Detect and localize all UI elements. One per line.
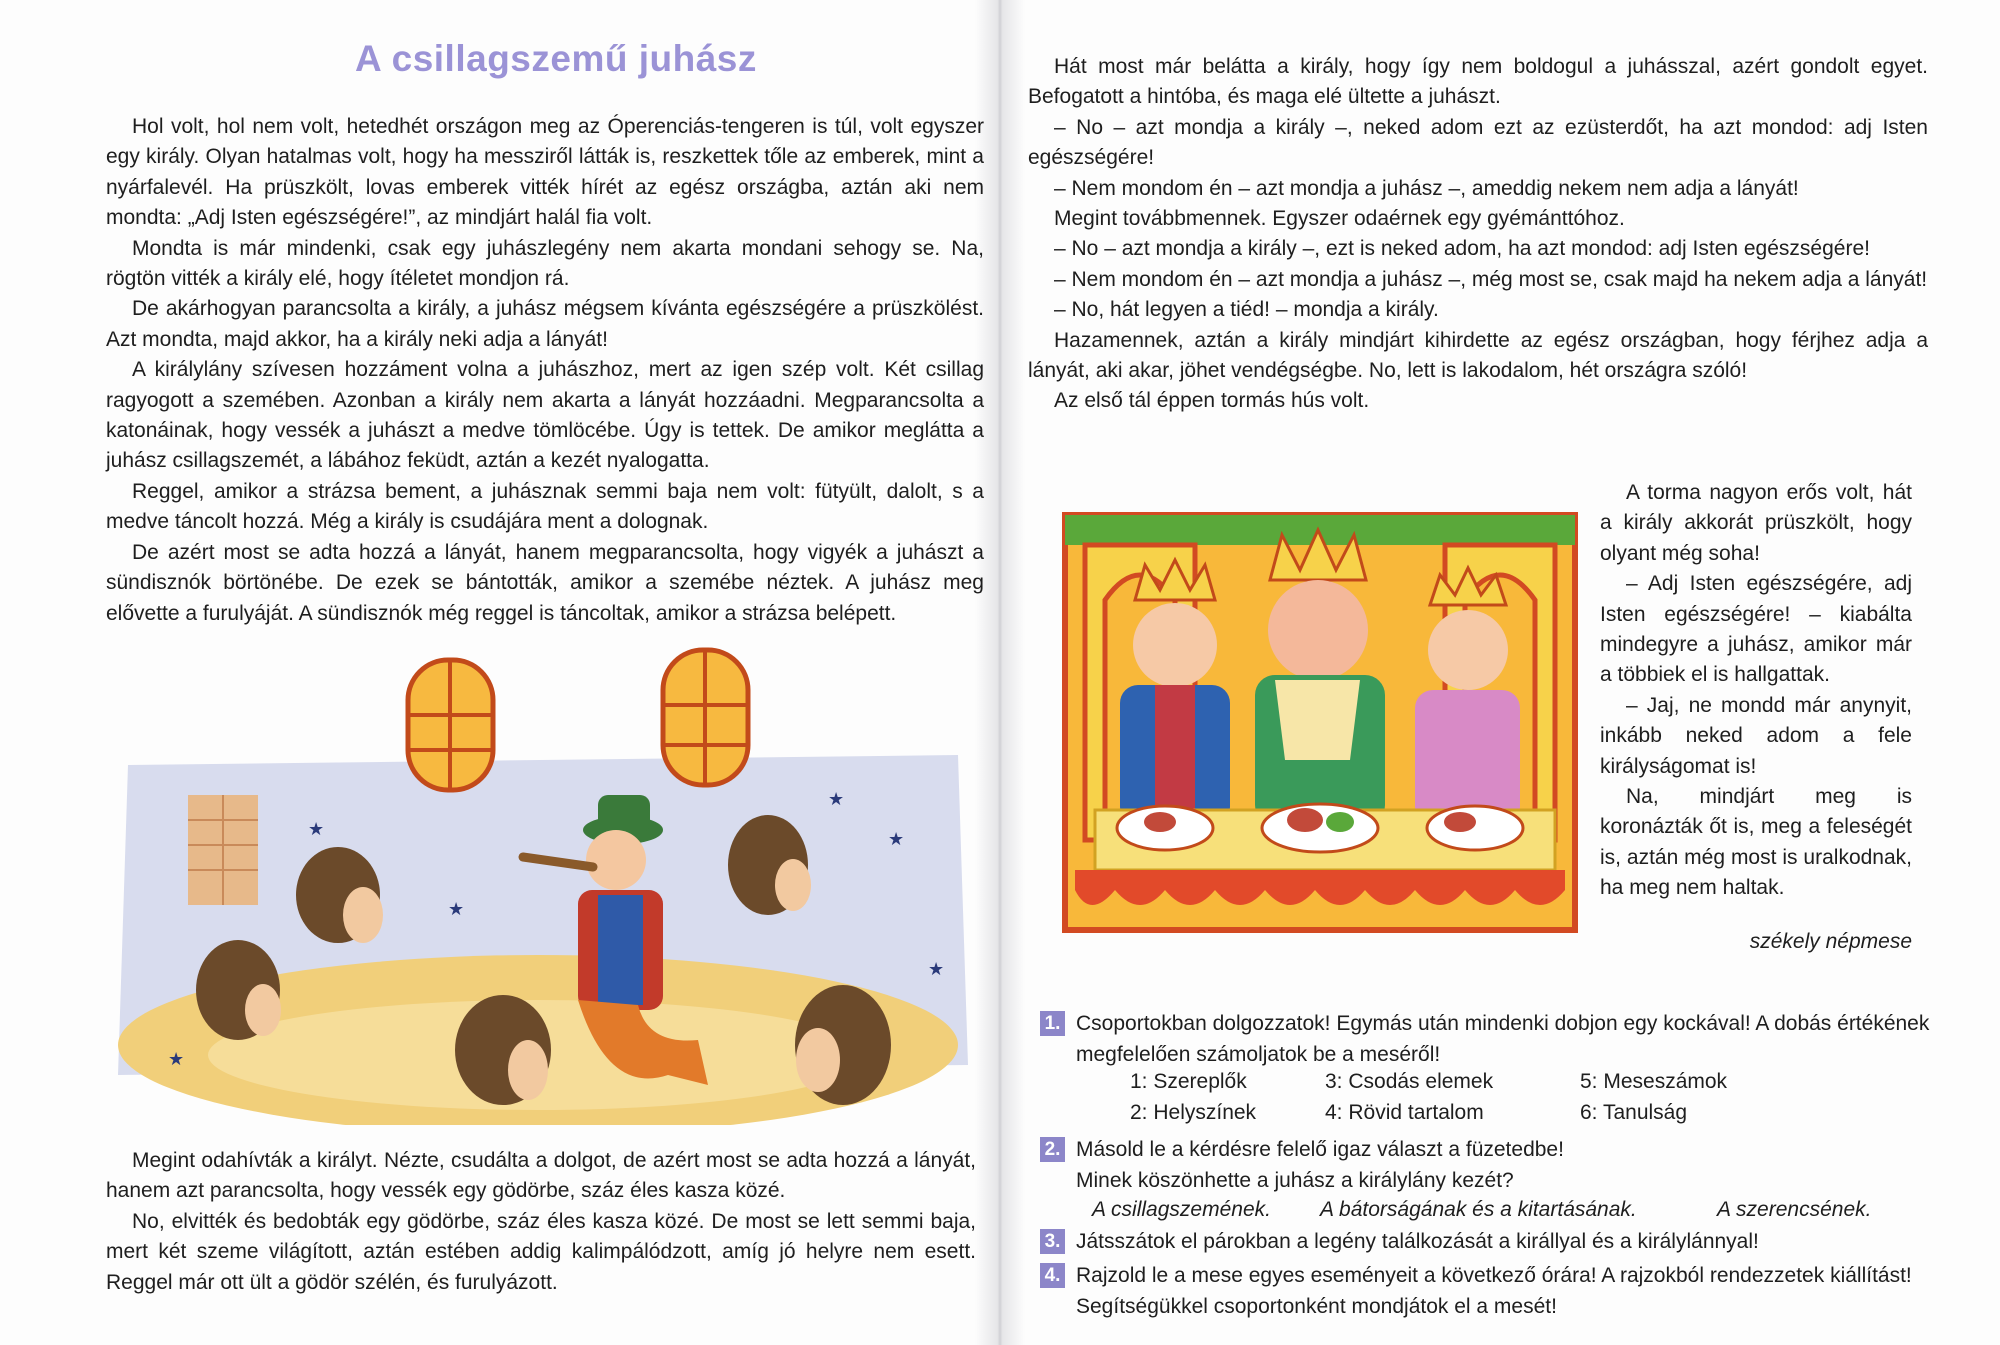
svg-text:★: ★ (828, 789, 845, 810)
topic-item: 1: Szereplők (1130, 1070, 1247, 1093)
paragraph: Hazamennek, aztán a király mindjárt kihirdette az egész országban, hogy férjhez adja a lányát, aki akar, jöhet vendégségbe. No, lett is lakodalom, hét országra szóló! (1028, 328, 1928, 383)
story-text-left-bottom (106, 1146, 976, 1298)
topic-item: 2: Helyszínek (1130, 1101, 1257, 1124)
paragraph: De azért most se adta hozzá a lányát, hanem megparancsolta, hogy vigyék a juhászt a sündisznók börtönébe. De ezek se bántották, amikor a szemébe néztek. A juhász meg elővette a furulyáját. A sündisznók még reggel is táncoltak, amikor a strázsa belépett. (106, 540, 984, 625)
paragraph: – No – azt mondja a király –, ezt is neked adom, ha azt mondod: adj Isten egészségére! (1054, 237, 1870, 261)
topic-item: 6: Tanulság (1580, 1101, 1688, 1124)
barred-window-icon (408, 660, 493, 790)
paragraph: – No – azt mondja a király –, neked adom ezt az ezüsterdőt, ha azt mondod: adj Isten egészségére! (1028, 115, 1928, 170)
task-4 (1040, 1260, 1960, 1322)
page-title: A csillagszemű juhász (355, 38, 757, 79)
topic-item: 5: Meseszámok (1580, 1070, 1728, 1093)
story-text-right-top (1028, 52, 1928, 417)
king-face (1268, 580, 1368, 680)
task-2 (1040, 1134, 1960, 1221)
crown-icon (1135, 560, 1215, 600)
paragraph: – Nem mondom én – azt mondja a juhász –, még most se, csak majd ha nekem adja a lányát! (1054, 267, 1928, 291)
svg-text:★: ★ (168, 1049, 185, 1070)
svg-text:★: ★ (928, 959, 945, 980)
task-3 (1040, 1226, 1960, 1257)
topic-item: 4: Rövid tartalom (1325, 1101, 1484, 1124)
paragraph: De akárhogyan parancsolta a király, a juhász mégsem kívánta egészségére a prüszkölést. Azt mondta, majd akkor, ha a király neki adja a lányát! (106, 297, 984, 351)
dice-topics (1130, 1066, 1830, 1128)
task-number-badge: 4. (1040, 1263, 1065, 1288)
task-number-badge: 1. (1040, 1011, 1065, 1036)
prince-face (1133, 603, 1217, 687)
svg-text:★: ★ (888, 829, 905, 850)
paragraph: Az első tál éppen tormás hús volt. (1054, 389, 1370, 413)
princess-face (1428, 610, 1508, 690)
answer-option: A csillagszemének. (1092, 1198, 1271, 1221)
story-source: székely népmese (1749, 930, 1912, 953)
royal-feast-illustration (1060, 510, 1580, 935)
task-text: Játsszátok el párokban a legény találkozását a királlyal és a királylánnyal! (1076, 1230, 1759, 1253)
task-1 (1040, 1008, 1960, 1124)
story-text-right-side (1600, 478, 1912, 904)
svg-text:★: ★ (308, 819, 325, 840)
paragraph: Hol volt, hol nem volt, hetedhét országon meg az Óperenciás-tengeren is túl, volt egyszer egy király. Olyan hatalmas volt, hogy ha messziről látták is, reszkettek tőle az emberek, mint a nyárfalevél. Ha prüszkölt, lovas emberek vitték hírét az egész országba, aztán aki nem mondta: „Adj Isten egészségére!”, az mindjárt halál fia volt. (106, 115, 984, 230)
svg-text:★: ★ (448, 899, 465, 920)
task-number-badge: 2. (1040, 1137, 1065, 1162)
story-text-left-top (106, 112, 984, 629)
paragraph: Megint odahívták a királyt. Nézte, csudálta a dolgot, de azért most se adta hozzá a lányát, hanem azt parancsolta, hogy vessék egy gödörbe, száz éles kasza közé. (106, 1149, 976, 1203)
paragraph: No, elvitték és bedobták egy gödörbe, száz éles kasza közé. De most se lett semmi baja, mert két szeme világított, aztán estében addig kalimpálódzott, amíg jó helyre nem esett. Reggel már ott ült a gödör szélén, és furulyázott. (106, 1209, 976, 1294)
paragraph: – Nem mondom én – azt mondja a juhász –, ameddig nekem nem adja a lányát! (1054, 176, 1799, 200)
answer-option: A bátorságának és a kitartásának. (1320, 1198, 1637, 1221)
task-text: Másold le a kérdésre felelő igaz választ a füzetedbe! (1076, 1138, 1564, 1161)
paragraph: A királylány szívesen hozzáment volna a juhászhoz, mert az igen szép volt. Két csillag ragyogott a szemében. Azonban a király nem akarta a lányát hozzáadni. Megparancsolta a katonáinak, hogy vessék a juhászt a medve tömlöcébe. Úgy is tettek. De amikor meglátta a juhász csillagszemét, a lábához feküdt, aztán a kezét nyalogatta. (106, 358, 984, 473)
paragraph: Reggel, amikor a strázsa bement, a juhásznak semmi baja nem volt: fütyült, dalolt, s a medve táncolt hozzá. Még a király is csudájára ment a dolognak. (106, 479, 984, 534)
paragraph: – Adj Isten egészségére, adj Isten egészségére! – kiabálta mindegyre a juhász, amikor már a többiek el is hallgattak. (1600, 572, 1912, 687)
task-number-badge: 3. (1040, 1229, 1065, 1254)
paragraph: Na, mindjárt meg is koronázták őt is, meg a feleségét is, aztán még most is uralkodnak, ha meg nem haltak. (1600, 785, 1912, 900)
paragraph: Mondta is már mindenki, csak egy juhászlegény nem akarta mondani sehogy se. Na, rögtön vitték a király elé, hogy ítéletet mondjon rá. (106, 236, 984, 291)
crown-icon (1270, 530, 1366, 580)
hedgehog-dungeon-illustration (108, 645, 978, 1125)
paragraph: – Jaj, ne mondd már anynyit, inkább neked adom a fele királyságomat is! (1600, 693, 1912, 778)
barred-window-icon (663, 650, 748, 785)
task-text: Csoportokban dolgozzatok! Egymás után mindenki dobjon egy kockával! A dobás értékének megfelelően számoljatok be a meséről! (1076, 1012, 1930, 1066)
paragraph: – No, hát legyen a tiéd! – mondja a király. (1054, 298, 1439, 322)
paragraph: Hát most már belátta a király, hogy így nem boldogul a juhásszal, azért gondolt egyet. Befogatott a hintóba, és maga elé ültette a juhászt. (1028, 55, 1928, 109)
answer-option: A szerencsének. (1717, 1198, 1872, 1221)
paragraph: A torma nagyon erős volt, hát a király akkorát prüszkölt, hogy olyant még soha! (1600, 481, 1912, 565)
topic-item: 3: Csodás elemek (1325, 1070, 1494, 1093)
task-text: Rajzold le a mese egyes eseményeit a következő órára! A rajzokból rendezzetek kiállítást! Segítségükkel csoportonként mondjátok el a mesét! (1076, 1264, 1912, 1318)
task-question: Minek köszönhette a juhász a királylány kezét? (1076, 1169, 1514, 1192)
paragraph: Megint továbbmennek. Egyszer odaérnek egy gyémánttóhoz. (1054, 207, 1625, 231)
